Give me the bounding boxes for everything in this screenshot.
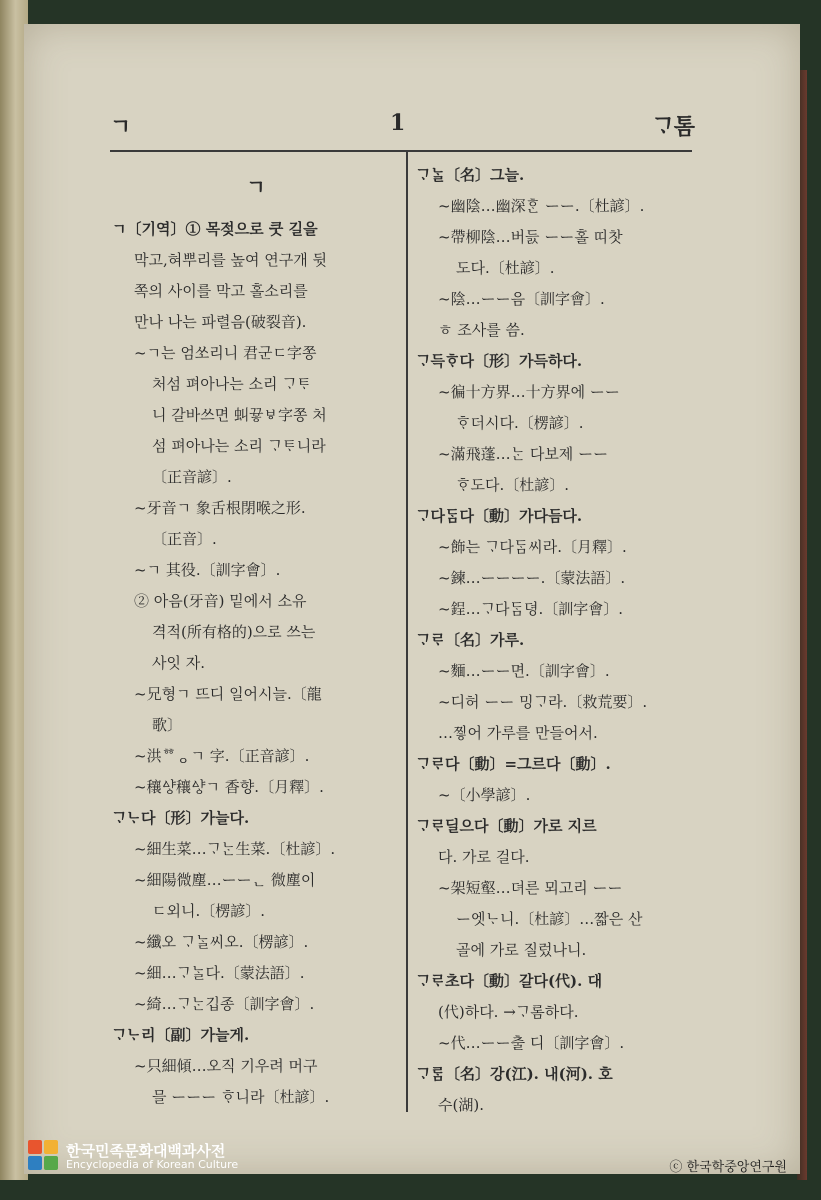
- header-left-guide: ㄱ: [110, 114, 132, 140]
- entry-line: ~架短壑…뎌른 뫼고리 ーー: [438, 879, 623, 897]
- logo-english-text: Encyclopedia of Korean Culture: [66, 1158, 239, 1171]
- entry-line: ② 아음(牙音) 밑에서 소유: [134, 592, 307, 610]
- section-title: ㄱ: [246, 175, 266, 199]
- entry-line: ~兄형ㄱ 뜨디 일어시늘.〔龍: [134, 685, 322, 703]
- entry-line: ~麵…ーー면.〔訓字會〕.: [438, 662, 610, 680]
- entry-line: ~幽陰…幽深ᄒᆞᆫ ーー.〔杜諺〕.: [438, 197, 645, 215]
- page-number: 1: [390, 110, 406, 136]
- encyclopedia-logo: [28, 1138, 268, 1178]
- header-rule: [110, 150, 692, 152]
- entry-line: 사잇 자.: [152, 654, 206, 672]
- entry-line: ~徧十方界…十方界에 ーー: [438, 383, 620, 401]
- entry-line: ~細陽微塵…ーーᆫ 微塵이: [134, 871, 316, 889]
- right-column: [416, 160, 702, 1121]
- entry-line: ㅎ 조사를 씀.: [438, 321, 525, 339]
- entry-line: ~細…ᄀᆞᄂᆞᆯ다.〔蒙法語〕.: [134, 964, 305, 982]
- entry-line: ~鋥…ᄀᆞ다ᄃᆞᆷ뎡.〔訓字會〕.: [438, 600, 624, 618]
- left-column: [112, 160, 400, 1113]
- entry-headword: ᄀᆞᄂᆞ리〔副〕가늘게.: [112, 1026, 250, 1044]
- entry-line: ~陰…ーー음〔訓字會〕.: [438, 290, 605, 308]
- page-header: [110, 110, 695, 140]
- entry-line: ~滿飛蓬…ᄂᆞᆫ 다보제 ーー: [438, 445, 609, 463]
- entry-line: ~牙音ㄱ 象舌根閉喉之形.: [134, 499, 306, 517]
- column-divider: [406, 152, 408, 1112]
- entry-line: ~ㄱ는 엄쏘리니 君군ㄷ字쫑: [134, 344, 317, 362]
- entry-headword: ᄀᆞᄂᆞᆯ〔名〕그늘.: [416, 166, 525, 184]
- entry-line: 격적(所有格的)으로 쓰는: [152, 623, 316, 641]
- entry-line: ~綺…ᄀᆞᄂᆞᆫ깁종〔訓字會〕.: [134, 995, 315, 1013]
- entry-line: ~纖오 ᄀᆞᄂᆞᆯ씨오.〔楞諺〕.: [134, 933, 309, 951]
- entry-line: 니 갈바쓰면 虯끃ㅸ字쫑 처: [152, 406, 327, 424]
- entry-line: 歌〕: [152, 716, 183, 734]
- entry-headword: ᄀᆞᄅᆞ〔名〕가루.: [416, 631, 525, 649]
- entry-headword: ᄀᆞᄅᆞ초다〔動〕갈다(代). 대: [416, 972, 603, 990]
- entry-headword: ᄀᆞᄅᆞ딜으다〔動〕가로 지르: [416, 817, 597, 835]
- entry-line: ~鍊…ーーーー.〔蒙法語〕.: [438, 569, 626, 587]
- entry-line: ᄒᆞ더시다.〔楞諺〕.: [456, 414, 584, 432]
- entry-line: 다. 가로 걸다.: [438, 848, 530, 866]
- entry-line: ~只細傾…오직 기우려 머구: [134, 1057, 318, 1075]
- entry-line: ~〔小學諺〕.: [438, 786, 531, 804]
- entry-headword: ᄀᆞᄅᆞᆷ〔名〕강(江). 내(河). 호: [416, 1065, 613, 1083]
- entry-line: ~細生菜…ᄀᆞᄂᆞᆫ生菜.〔杜諺〕.: [134, 840, 336, 858]
- entry-headword: ㄱ〔기역〕① 목젖으로 쿳 길을: [112, 220, 318, 238]
- entry-line: ~帶柳陰…버듨 ーー홀 띠찻: [438, 228, 623, 246]
- entry-line: ~ㄱ 其役.〔訓字會〕.: [134, 561, 281, 579]
- logo-mark-icon: [28, 1140, 62, 1172]
- entry-line: ー엣ᄂᆞ니.〔杜諺〕…짧은 산: [456, 910, 643, 928]
- entry-headword: ᄀᆞ다ᄃᆞᆷ다〔動〕가다듬다.: [416, 507, 583, 525]
- entry-headword: ᄀᆞᄂᆞ다〔形〕가늘다.: [112, 809, 250, 827]
- entry-headword: ᄀᆞ득ᄒᆞ다〔形〕가득하다.: [416, 352, 583, 370]
- logo-korean-text: 한국민족문화대백과사전: [66, 1142, 226, 1160]
- entry-line: ~穰ᅀᅣᇰ穰ᅀᅣᇰㄱ 香향.〔月釋〕.: [134, 778, 324, 796]
- entry-line: ᄒᆞ도다.〔杜諺〕.: [456, 476, 570, 494]
- entry-line: ~飾는 ᄀᆞ다ᄃᆞᆷ씨라.〔月釋〕.: [438, 538, 627, 556]
- entry-line: 쪽의 사이를 막고 홀소리를: [134, 282, 308, 300]
- entry-line: ~디허 ーー 밍ᄀᆞ라.〔救荒要〕.: [438, 693, 648, 711]
- entry-line: …찧어 가루를 만들어서.: [438, 724, 598, 742]
- entry-line: 〔正音諺〕.: [152, 468, 232, 486]
- entry-line: 도다.〔杜諺〕.: [456, 259, 555, 277]
- entry-headword: ᄀᆞᄅᆞ다〔動〕=그르다〔動〕.: [416, 755, 611, 773]
- entry-line: 골에 가로 질렀나니.: [456, 941, 587, 959]
- entry-line: ㄷ외니.〔楞諺〕.: [152, 902, 266, 920]
- entry-line: 막고,혀뿌리를 높여 연구개 뒷: [134, 251, 327, 269]
- entry-line: ~洪ᅘᆼㄱ 字.〔正音諺〕.: [134, 747, 310, 765]
- entry-line: (代)하다. →ᄀᆞ롬하다.: [438, 1003, 579, 1021]
- entry-line: 수(湖).: [438, 1096, 484, 1114]
- copyright-notice: ⓒ 한국학중앙연구원: [669, 1160, 787, 1175]
- entry-line: 만나 나는 파렬음(破裂音).: [134, 313, 307, 331]
- entry-line: ~代…ーー출 디〔訓字會〕.: [438, 1034, 625, 1052]
- entry-line: 믈 ーーー ᄒᆞ니라〔杜諺〕.: [152, 1088, 330, 1106]
- entry-line: 처섬 펴아나는 소리 ᄀᆞᄐᆞ: [152, 375, 312, 393]
- entry-line: 섬 펴아나는 소리 ᄀᆞᄐᆞ니라: [152, 437, 326, 455]
- header-right-guide: ᄀᆞ톰: [652, 114, 695, 140]
- entry-line: 〔正音〕.: [152, 530, 217, 548]
